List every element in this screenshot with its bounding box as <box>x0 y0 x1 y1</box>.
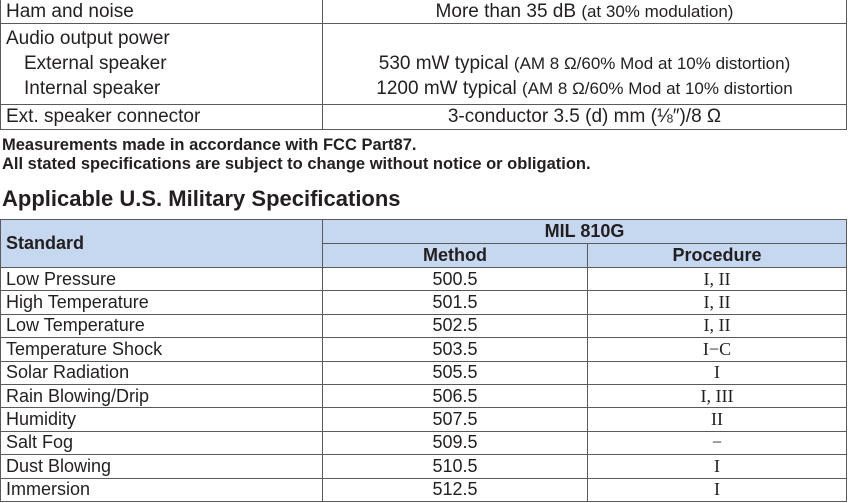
spec-row-audio <box>1 24 847 105</box>
audio-output-label: Audio output power <box>6 28 170 49</box>
procedure-cell: I <box>588 478 847 501</box>
method-cell: 510.5 <box>323 455 588 478</box>
ext-speaker-value-line <box>323 51 846 76</box>
method-cell: 506.5 <box>323 384 588 407</box>
mil-header-row-1 <box>1 220 847 244</box>
table-row <box>1 361 847 384</box>
ext-speaker-note: (AM 8 Ω/60% Mod at 10% distortion) <box>513 54 791 73</box>
spec-label-audio-group <box>1 24 323 105</box>
table-row <box>1 291 847 314</box>
header-mil-810g: MIL 810G <box>323 220 847 244</box>
ext-speaker-label: External speaker <box>24 53 167 74</box>
method-cell: 507.5 <box>323 408 588 431</box>
method-cell: 503.5 <box>323 338 588 361</box>
procedure-cell: I, II <box>588 268 847 291</box>
standard-cell: Temperature Shock <box>1 338 323 361</box>
method-cell: 502.5 <box>323 314 588 337</box>
method-cell: 509.5 <box>323 431 588 454</box>
procedure-cell: I, III <box>588 384 847 407</box>
procedure-cell: − <box>588 431 847 454</box>
spec-row-connector <box>1 105 847 130</box>
method-cell: 505.5 <box>323 361 588 384</box>
int-speaker-note: (AM 8 Ω/60% Mod at 10% distortion <box>522 79 793 98</box>
standard-cell: Low Temperature <box>1 314 323 337</box>
int-speaker-label: Internal speaker <box>24 78 161 99</box>
ext-speaker-value: 530 mW typical <box>378 53 509 74</box>
mil-spec-table <box>0 219 847 502</box>
standard-cell: Low Pressure <box>1 268 323 291</box>
standard-cell: Rain Blowing/Drip <box>1 384 323 407</box>
standard-cell: Salt Fog <box>1 431 323 454</box>
ham-value: More than 35 dB <box>435 0 577 22</box>
header-standard: Standard <box>1 220 323 268</box>
table-row <box>1 384 847 407</box>
header-method: Method <box>323 244 588 268</box>
standard-cell: Solar Radiation <box>1 361 323 384</box>
procedure-cell: I, II <box>588 291 847 314</box>
standard-cell: High Temperature <box>1 291 323 314</box>
spec-table <box>0 0 847 130</box>
table-row <box>1 478 847 501</box>
spec-value-ham <box>323 0 847 24</box>
table-row <box>1 268 847 291</box>
table-row <box>1 431 847 454</box>
spec-row-ham <box>1 0 847 24</box>
procedure-cell: I−C <box>588 338 847 361</box>
table-row <box>1 338 847 361</box>
spec-label-connector: Ext. speaker connector <box>1 105 323 130</box>
header-procedure: Procedure <box>588 244 847 268</box>
procedure-cell: I, II <box>588 314 847 337</box>
procedure-cell: I <box>588 455 847 478</box>
method-cell: 512.5 <box>323 478 588 501</box>
method-cell: 500.5 <box>323 268 588 291</box>
ham-note: (at 30% modulation) <box>581 1 734 21</box>
spec-label-ham: Ham and noise <box>1 0 323 24</box>
spec-value-audio-group <box>323 24 847 105</box>
procedure-cell: II <box>588 408 847 431</box>
section-title: Applicable U.S. Military Specifications <box>2 186 401 211</box>
procedure-cell: I <box>588 361 847 384</box>
table-row <box>1 408 847 431</box>
note-fcc: Measurements made in accordance with FCC Part87. <box>2 136 417 154</box>
note-disclaimer: All stated specifications are subject to change without notice or obligation. <box>2 155 591 173</box>
mil-table-body <box>1 268 847 502</box>
standard-cell: Immersion <box>1 478 323 501</box>
spec-notes <box>2 136 591 174</box>
spec-value-connector: 3-conductor 3.5 (d) mm (⅛″)/8 Ω <box>323 105 847 130</box>
int-speaker-value: 1200 mW typical <box>376 78 517 99</box>
table-row <box>1 455 847 478</box>
int-speaker-value-line <box>323 76 846 101</box>
table-row <box>1 314 847 337</box>
standard-cell: Dust Blowing <box>1 455 323 478</box>
standard-cell: Humidity <box>1 408 323 431</box>
method-cell: 501.5 <box>323 291 588 314</box>
